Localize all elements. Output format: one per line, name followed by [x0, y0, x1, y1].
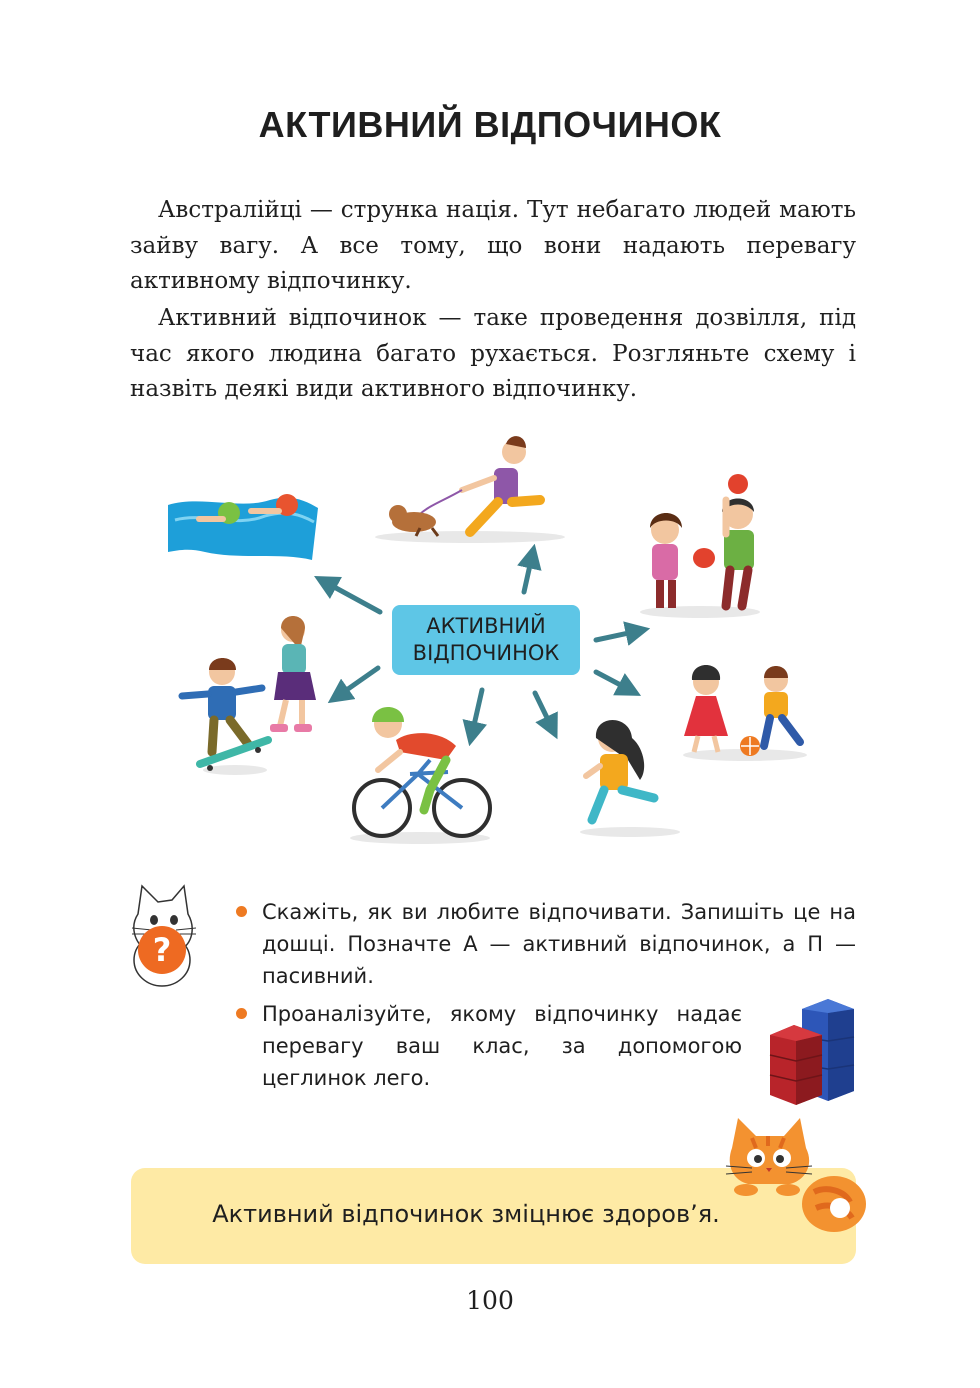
task-text: Скажіть, як ви любите відпочивати. Запишіть це на дошці. Позначте А — активний відпочинок, а П — пасивний. [262, 900, 856, 988]
page-title: АКТИВНИЙ ВІДПОЧИНОК [258, 104, 722, 145]
arrow-to-dog-walking [524, 556, 532, 592]
lego-bricks-icon [768, 995, 860, 1105]
bullet-icon [236, 1008, 247, 1019]
running-illustration [580, 720, 680, 837]
task-item [236, 896, 856, 992]
red-brick-stack [770, 1025, 822, 1105]
arrow-to-cycling [472, 690, 482, 734]
page-number: 100 [466, 1286, 514, 1315]
arrow-to-skating [338, 668, 378, 696]
arrow-to-swimming [325, 582, 380, 612]
ball-game-illustration [683, 665, 807, 761]
bullet-icon [236, 906, 247, 917]
task-text: Проаналізуйте, якому відпочинку надає перевагу ваш клас, за допомогою цеглинок лего. [262, 1002, 742, 1090]
skating-illustration [182, 616, 316, 775]
paragraph-1: Австралійці — струнка нація. Тут небагато людей мають зайву вагу. А все тому, що вони надають перевагу активному відпочинку. [130, 197, 856, 294]
center-label-line1: АКТИВНИЙ [426, 614, 546, 638]
arrow-to-running [535, 693, 552, 728]
task-list [236, 896, 856, 1100]
swimming-illustration [168, 494, 318, 560]
arrow-to-ball-game [596, 672, 630, 690]
question-cat-icon [124, 880, 204, 990]
paragraph-2: Активний відпочинок — таке проведення дозвілля, під час якого людина багато рухається. Розгляньте схему і назвіть деякі види активного відпочинку. [130, 305, 856, 402]
task-item [236, 998, 742, 1094]
center-label-line2: ВІДПОЧИНОК [412, 641, 560, 665]
center-label-box [392, 605, 580, 675]
question-mark: ? [152, 931, 172, 969]
dog-walking-illustration [375, 436, 565, 543]
table-tennis-illustration [640, 474, 760, 618]
summary-text: Активний відпочинок зміцнює здоров’я. [212, 1200, 720, 1228]
orange-cat-icon [722, 1112, 872, 1237]
arrow-to-table-tennis [596, 631, 638, 640]
cycling-illustration [350, 707, 490, 844]
